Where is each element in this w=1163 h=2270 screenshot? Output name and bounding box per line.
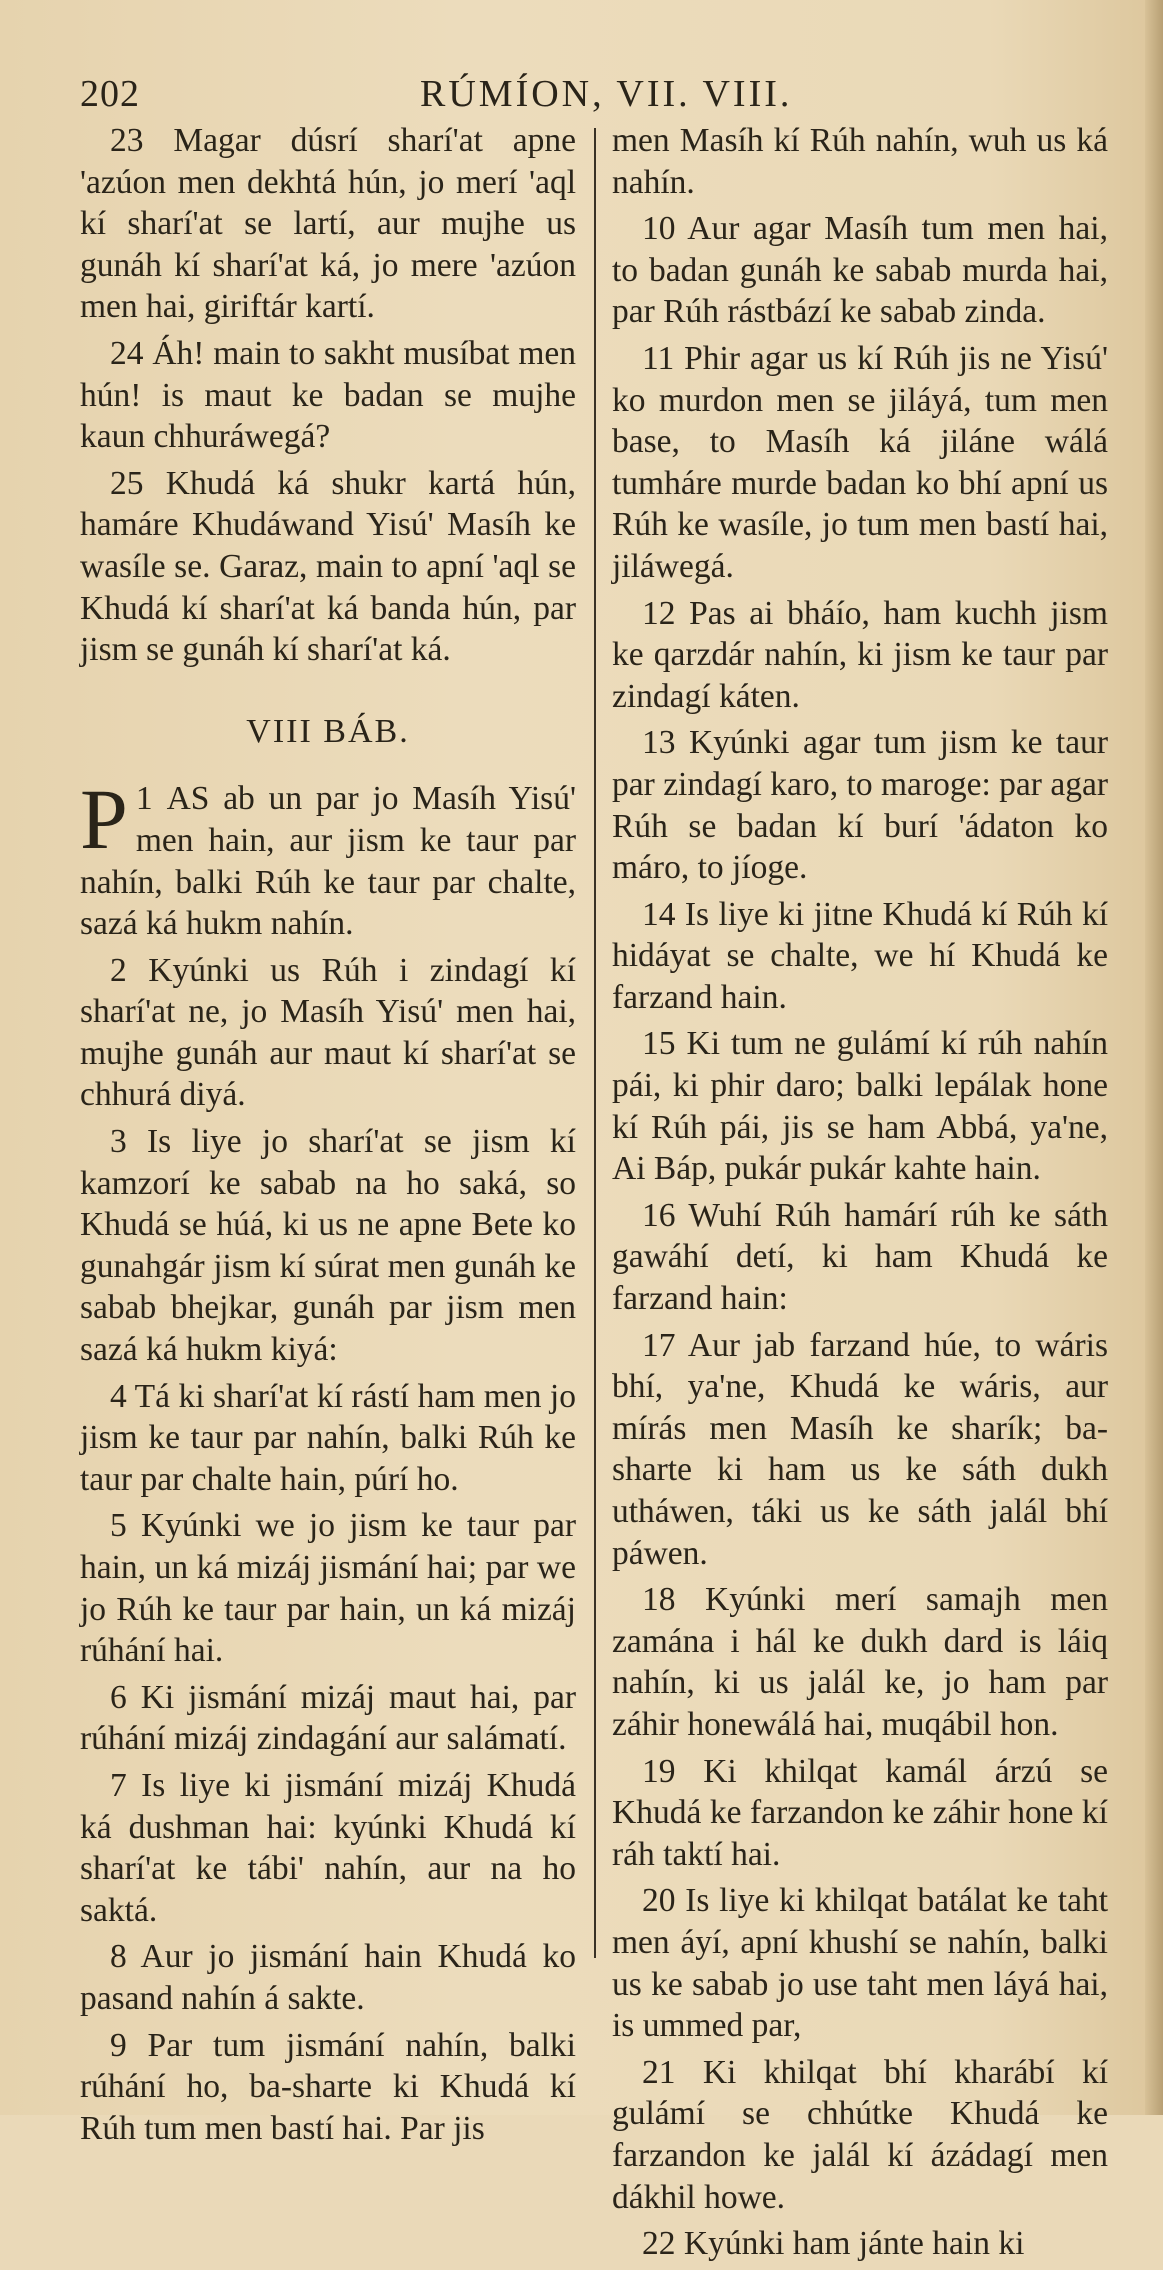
page-number: 202 bbox=[80, 73, 140, 115]
verse: 2 Kyúnki us Rúh i zindagí kí sharí'at ne, jo Masíh Yisú' men hai, mujhe gunáh aur maut kí sharí'at se chhurá diyá. bbox=[80, 951, 576, 1114]
verse: 12 Pas ai bháío, ham kuchh jism ke qarzdár nahín, ki jism ke taur par zindagí káten. bbox=[612, 594, 1108, 715]
verse: 17 Aur jab farzand húe, to wáris bhí, ya'ne, Khudá ke wáris, aur mírás men Masíh ke sharík; ba-sharte ki ham us ke sáth dukh utháwen, táki us ke sáth jalál bhí páwen. bbox=[612, 1326, 1108, 1572]
right-column bbox=[612, 120, 1108, 2270]
verse: 9 Par tum jismání nahín, balki rúhání ho, ba-sharte ki Khudá kí Rúh tum men bastí hai. Par jis bbox=[80, 2026, 576, 2147]
left-column bbox=[80, 120, 576, 2154]
verse: 21 Ki khilqat bhí kharábí kí gulámí se chhútke Khudá ke farzandon ke jalál kí ázádagí men dákhil howe. bbox=[612, 2053, 1108, 2216]
verse: 18 Kyúnki merí samajh men zamána i hál ke dukh dard is láiq nahín, ki us jalál ke, jo ham par záhir honewálá hai, muqábil hon. bbox=[612, 1581, 1108, 1743]
verse: 25 Khudá ká shukr kartá hún, hamáre Khudáwand Yisú' Masíh ke wasíle se. Garaz, main to apní 'aql se Khudá kí sharí'at ká banda hún, par jism se gunáh kí sharí'at ká. bbox=[80, 464, 576, 669]
verse: 10 Aur agar Masíh tum men hai, to badan gunáh ke sabab murda hai, par Rúh rástbází ke sabab zinda. bbox=[612, 210, 1108, 331]
opening-verse bbox=[80, 771, 576, 944]
verse: 5 Kyúnki we jo jism ke taur par hain, un ká mizáj jismání hai; par we jo Rúh ke taur par hain, un ká mizáj rúhání hai. bbox=[80, 1507, 576, 1670]
verse: 13 Kyúnki agar tum jism ke taur par zindagí karo, to maroge: par agar Rúh se badan kí burí 'ádaton ko máro, to jíoge. bbox=[612, 724, 1108, 887]
verse: 7 Is liye ki jismání mizáj Khudá ká dushman hai: kyúnki Khudá kí sharí'at ke tábi' nahín, aur na ho saktá. bbox=[80, 1766, 576, 1929]
verse: 16 Wuhí Rúh hamárí rúh ke sáth gawáhí detí, ki ham Khudá ke farzand hain: bbox=[612, 1196, 1108, 1318]
verse: 3 Is liye jo sharí'at se jism kí kamzorí ke sabab na ho saká, so Khudá se húá, ki us ne apne Bete ko gunahgár jism kí súrat men gunáh ke sabab bhejkar, gunáh par jism men sazá ká hukm kiyá: bbox=[80, 1123, 576, 1369]
verse-number: 1 bbox=[135, 780, 153, 818]
verse: 19 Ki khilqat kamál árzú se Khudá ke farzandon ke záhir hone kí ráh taktí hai. bbox=[612, 1752, 1108, 1873]
verse: 6 Ki jismání mizáj maut hai, par rúhání mizáj zindagání aur salámatí. bbox=[80, 1678, 576, 1758]
running-title: RÚMÍON, VII. VIII. bbox=[420, 73, 793, 115]
verse: 14 Is liye ki jitne Khudá kí Rúh kí hidáyat se chalte, we hí Khudá ke farzand hain. bbox=[612, 895, 1108, 1016]
verse: 4 Tá ki sharí'at kí rástí ham men jo jism ke taur par nahín, balki Rúh ke taur par chalte hain, púrí ho. bbox=[80, 1377, 576, 1498]
chapter-heading: VIII BÁB. bbox=[246, 712, 410, 750]
verse-continuation: men Masíh kí Rúh nahín, wuh us ká nahín. bbox=[612, 122, 1108, 201]
page-header bbox=[80, 72, 1070, 120]
drop-cap: P bbox=[80, 771, 128, 868]
verse: 24 Áh! main to sakht musíbat men hún! is maut ke badan se mujhe kaun chhuráwegá? bbox=[80, 334, 576, 456]
verse: 22 Kyúnki ham jánte hain ki bbox=[642, 2225, 1025, 2263]
opening-verse-text: AS ab un par jo Masíh Yisú' men hain, aur jism ke taur par nahín, balki Rúh ke taur par chalte, sazá ká hukm nahín. bbox=[80, 780, 576, 943]
column-divider bbox=[594, 128, 596, 1958]
page-edge bbox=[1145, 0, 1163, 2115]
verse: 23 Magar dúsrí sharí'at apne 'azúon men dekhtá hún, jo merí 'aql kí sharí'at se lartí, aur mujhe us gunáh kí sharí'at ká, jo mere 'azúon men hai, giriftár kartí. bbox=[80, 122, 576, 326]
verse: 8 Aur jo jismání hain Khudá ko pasand nahín á sakte. bbox=[80, 1938, 576, 2017]
verse: 20 Is liye ki khilqat batálat ke taht men áyí, apní khushí se nahín, balki us ke sabab jo use taht men láyá hai, is ummed par, bbox=[612, 1882, 1108, 2045]
verse: 15 Ki tum ne gulámí kí rúh nahín pái, ki phir daro; balki lepálak hone kí Rúh pái, jis se ham Abbá, ya'ne, Ai Báp, pukár pukár kahte hain. bbox=[612, 1025, 1108, 1188]
verse: 11 Phir agar us kí Rúh jis ne Yisú' ko murdon men se jiláyá, tum men base, to Masíh ká jiláne wálá tumháre murde badan ko bhí apní us Rúh ke wasíle, jo tum men bastí hai, jiláwegá. bbox=[612, 339, 1108, 585]
